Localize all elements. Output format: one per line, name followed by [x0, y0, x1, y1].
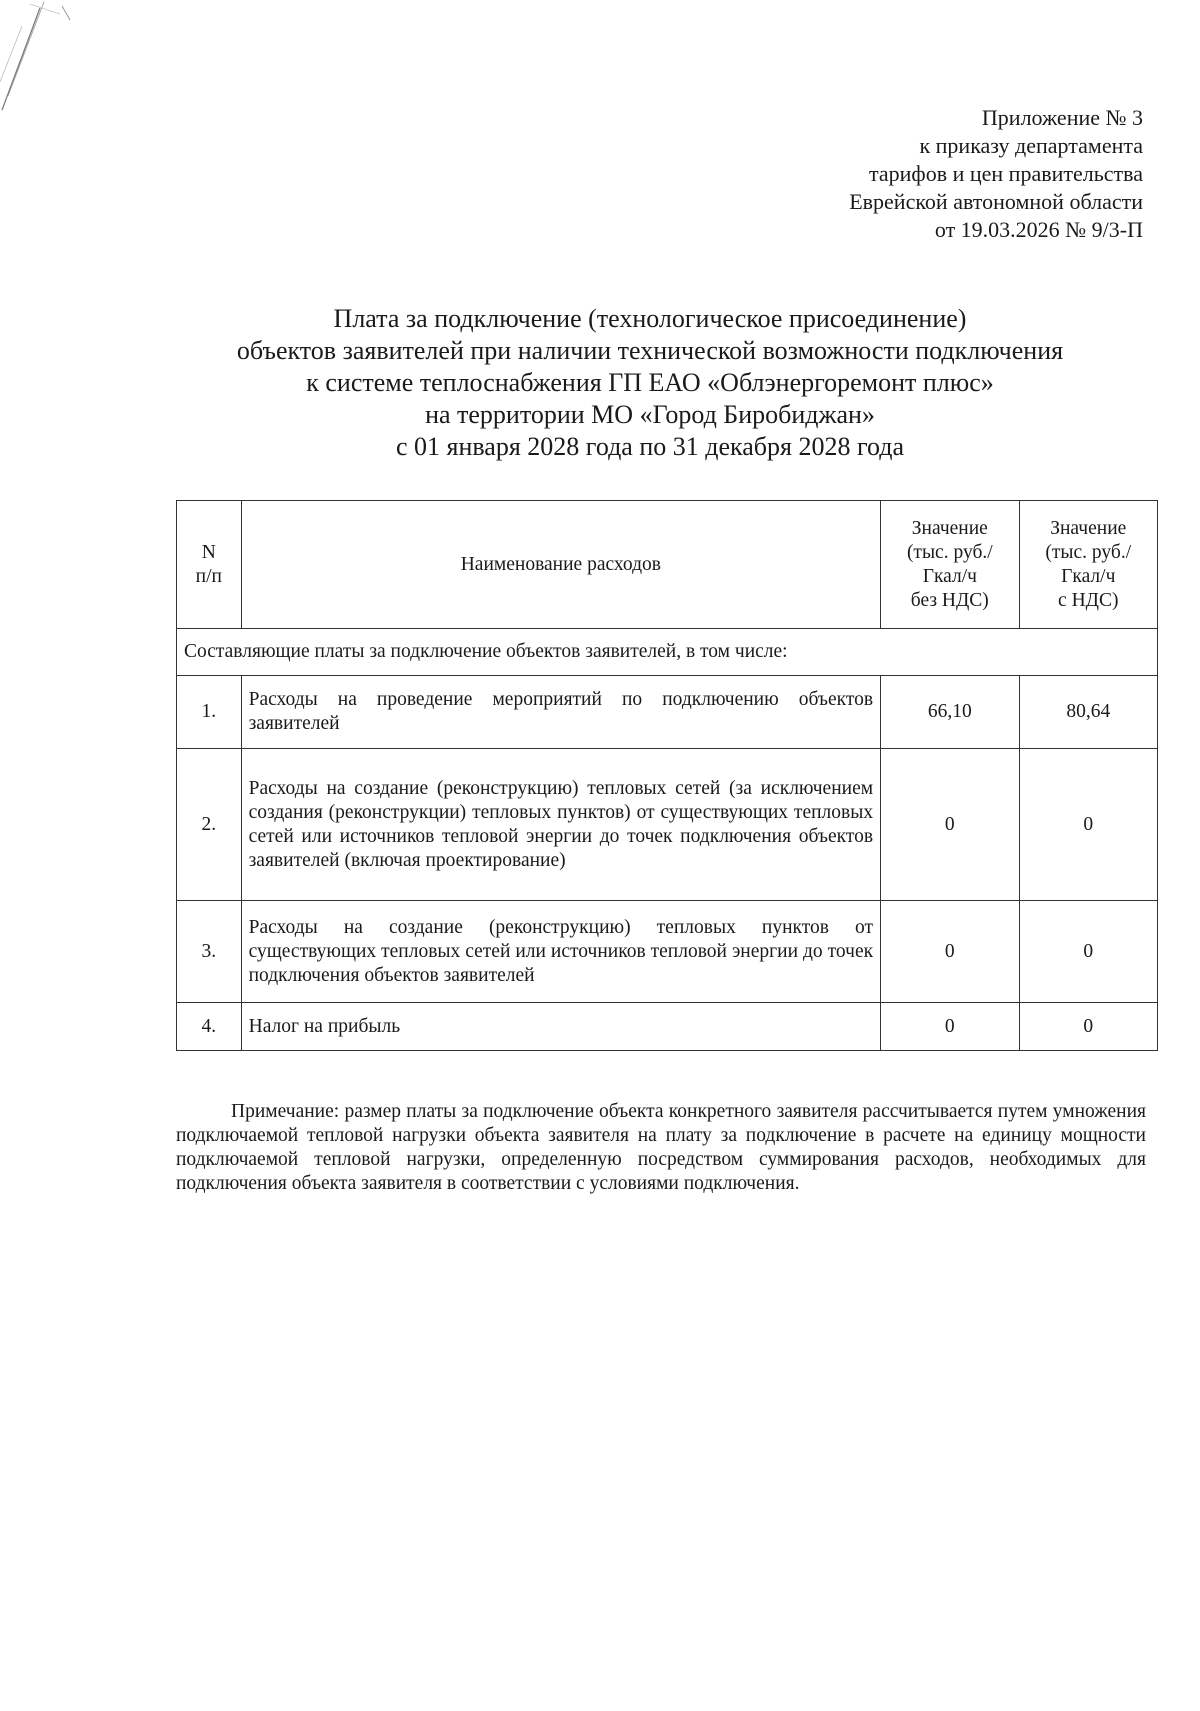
- header-value-no-vat: [881, 501, 1019, 629]
- title-line-5: с 01 января 2028 года по 31 декабря 2028 года: [395, 432, 905, 461]
- row-value-no-vat: 66,10: [881, 676, 1019, 749]
- header-value-with-vat-line: с НДС): [1058, 589, 1119, 611]
- header-value-with-vat-line: Гкал/ч: [1061, 565, 1116, 587]
- header-value-no-vat-line: Значение: [911, 517, 988, 539]
- header-value-no-vat-line: (тыс. руб./: [906, 541, 993, 563]
- row-expense-name: Расходы на создание (реконструкцию) тепловых пунктов от существующих тепловых сетей или источников тепловой энергии до точек подключения объектов заявителей: [241, 901, 880, 1003]
- title-line-1: Плата за подключение (технологическое присоединение): [333, 304, 967, 333]
- appendix-number: Приложение № 3: [981, 105, 1143, 130]
- appendix-order-date: от 19.03.2026 № 9/3-П: [934, 217, 1143, 242]
- header-number-line-2: п/п: [195, 565, 222, 587]
- row-value-with-vat: 0: [1019, 749, 1157, 901]
- row-value-with-vat: 0: [1019, 901, 1157, 1003]
- row-number: 3.: [177, 901, 242, 1003]
- section-row: [177, 629, 1158, 676]
- header-value-with-vat: [1019, 501, 1157, 629]
- section-label: Составляющие платы за подключение объектов заявителей, в том числе:: [177, 629, 1158, 676]
- row-number: 1.: [177, 676, 242, 749]
- row-value-no-vat: 0: [881, 901, 1019, 1003]
- table-header-row: [177, 501, 1158, 629]
- header-expense-name: Наименование расходов: [241, 501, 880, 629]
- row-expense-name: Расходы на создание (реконструкцию) тепловых сетей (за исключением создания (реконструкции) тепловых пунктов) от существующих тепловых сетей или источников тепловой энергии до точек подключения объектов заявителей (включая проектирование): [241, 749, 880, 901]
- cost-table: [176, 500, 1158, 1051]
- appendix-reference: [849, 104, 1143, 244]
- title-line-3: к системе теплоснабжения ГП ЕАО «Облэнергоремонт плюс»: [306, 368, 994, 397]
- row-value-with-vat: 0: [1019, 1003, 1157, 1051]
- title-line-4: на территории МО «Город Биробиджан»: [425, 400, 875, 429]
- appendix-department-line: тарифов и цен правительства: [869, 161, 1143, 186]
- header-value-no-vat-line: без НДС): [910, 589, 989, 611]
- row-expense-name: Расходы на проведение мероприятий по подключению объектов заявителей: [241, 676, 880, 749]
- title-line-2: объектов заявителей при наличии технической возможности подключения: [236, 336, 1064, 365]
- row-value-no-vat: 0: [881, 749, 1019, 901]
- document-title: [150, 303, 1150, 463]
- header-value-no-vat-line: Гкал/ч: [922, 565, 977, 587]
- appendix-order-line: к приказу департамента: [919, 133, 1143, 158]
- row-number: 2.: [177, 749, 242, 901]
- table-row: [177, 676, 1158, 749]
- header-value-with-vat-line: (тыс. руб./: [1045, 541, 1132, 563]
- row-expense-name: Налог на прибыль: [241, 1003, 880, 1051]
- row-value-with-vat: 80,64: [1019, 676, 1157, 749]
- header-number-line-1: N: [201, 541, 216, 563]
- table-row: [177, 1003, 1158, 1051]
- scan-edge-marks: [0, 0, 120, 130]
- footnote-note: Примечание: размер платы за подключение объекта конкретного заявителя рассчитывается путем умножения подключаемой тепловой нагрузки объекта заявителя на плату за подключение в расчете на единицу мощности подключаемой тепловой нагрузки, определенную посредством суммирования расходов, необходимых для подключения объекта заявителя в соответствии с условиями подключения.: [176, 1100, 1146, 1194]
- appendix-region-line: Еврейской автономной области: [849, 189, 1143, 214]
- table-row: [177, 901, 1158, 1003]
- header-value-with-vat-line: Значение: [1050, 517, 1127, 539]
- row-number: 4.: [177, 1003, 242, 1051]
- row-value-no-vat: 0: [881, 1003, 1019, 1051]
- table-row: [177, 749, 1158, 901]
- header-number: [177, 501, 242, 629]
